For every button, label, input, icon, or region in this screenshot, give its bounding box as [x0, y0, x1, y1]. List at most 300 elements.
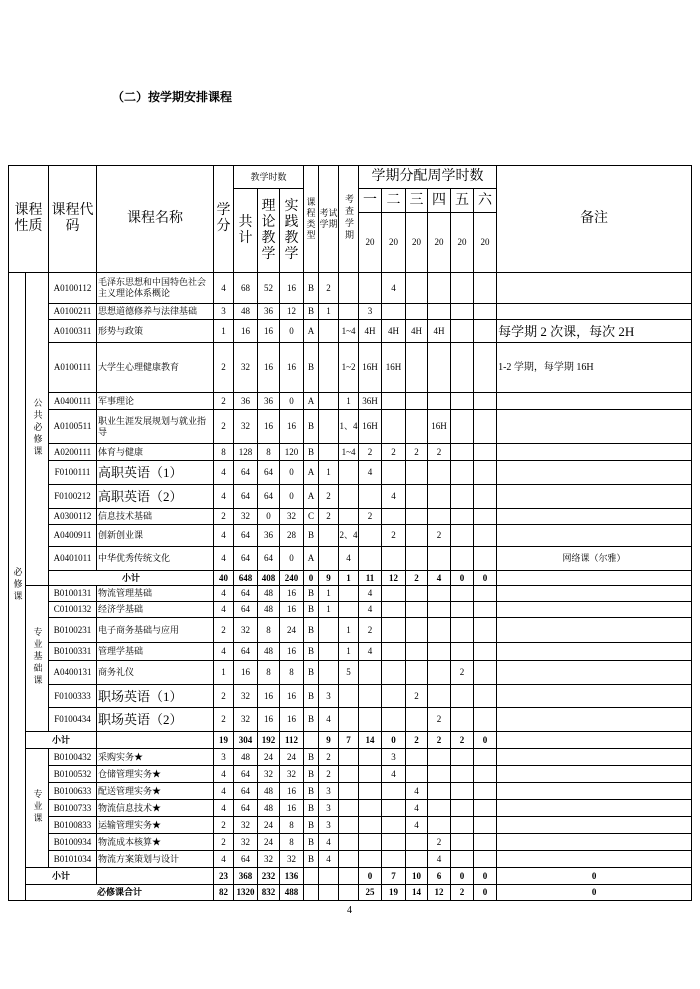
header-semester-weekly-hours: 学期分配周学时数 — [359, 166, 497, 189]
semester-5-hours — [451, 800, 474, 817]
semester-1-hours — [359, 685, 382, 708]
practice-hours-cell: 0 — [280, 547, 304, 571]
semester-5-hours — [451, 783, 474, 800]
course-type-cell: A — [304, 485, 319, 509]
practice-hours-cell: 120 — [280, 444, 304, 461]
grand-total-label: 必修课合计 — [26, 885, 214, 901]
semester-6-hours — [474, 485, 497, 509]
semester-2-hours — [382, 817, 406, 834]
semester-5-hours: 2 — [451, 732, 474, 749]
check-term-cell — [339, 304, 359, 320]
remark-cell: 0 — [497, 885, 692, 901]
semester-5-hours — [451, 547, 474, 571]
check-term-cell: 7 — [339, 732, 359, 749]
semester-3-hours — [406, 834, 428, 851]
exam-term-cell: 3 — [319, 685, 339, 708]
subtotal-row — [9, 571, 692, 586]
semester-3-hours — [406, 343, 428, 393]
course-row — [9, 817, 692, 834]
course-type-cell — [304, 885, 319, 901]
exam-term-cell — [319, 343, 339, 393]
theory-hours-cell: 192 — [258, 732, 280, 749]
semester-3-hours — [406, 304, 428, 320]
semester-1-hours — [359, 851, 382, 868]
total-hours-cell: 32 — [234, 618, 258, 643]
semester-4-hours — [428, 343, 451, 393]
check-term-cell — [339, 461, 359, 485]
semester-2-hours — [382, 643, 406, 661]
total-hours-cell: 64 — [234, 547, 258, 571]
practice-hours-cell: 16 — [280, 586, 304, 602]
semester-6-hours — [474, 766, 497, 783]
exam-term-cell: 1 — [319, 586, 339, 602]
course-row — [9, 485, 692, 509]
course-code: F0100333 — [49, 685, 97, 708]
theory-hours-cell: 16 — [258, 685, 280, 708]
semester-4-hours: 4H — [428, 320, 451, 343]
course-code: A0100211 — [49, 304, 97, 320]
header-credit: 学分 — [214, 166, 234, 273]
semester-2-hours: 7 — [382, 868, 406, 885]
header-course-code: 课程代码 — [49, 166, 97, 273]
exam-term-cell: 3 — [319, 817, 339, 834]
semester-3-hours: 14 — [406, 885, 428, 901]
check-term-cell — [339, 602, 359, 618]
semester-4-hours — [428, 618, 451, 643]
exam-term-cell — [319, 410, 339, 444]
semester-2-hours — [382, 851, 406, 868]
total-hours-cell: 64 — [234, 800, 258, 817]
header-weeks-3: 20 — [406, 213, 428, 273]
theory-hours-cell: 232 — [258, 868, 280, 885]
practice-hours-cell: 24 — [280, 749, 304, 766]
semester-5-hours — [451, 618, 474, 643]
header-total-hours: 共计 — [234, 189, 258, 273]
exam-term-cell: 2 — [319, 766, 339, 783]
semester-2-hours — [382, 618, 406, 643]
semester-3-hours: 4 — [406, 783, 428, 800]
semester-4-hours: 4 — [428, 851, 451, 868]
theory-hours-cell: 24 — [258, 834, 280, 851]
theory-hours-cell: 32 — [258, 766, 280, 783]
semester-6-hours — [474, 643, 497, 661]
course-name: 管理学基础 — [97, 643, 214, 661]
subcategory-label: 专业课 — [32, 788, 43, 825]
course-name: 物流信息技术★ — [97, 800, 214, 817]
subcategory-label: 专业基础课 — [32, 627, 43, 687]
course-row — [9, 461, 692, 485]
course-code: A0400911 — [49, 525, 97, 547]
semester-4-hours — [428, 509, 451, 525]
course-name: 体育与健康 — [97, 444, 214, 461]
credit-cell: 4 — [214, 273, 234, 304]
semester-5-hours — [451, 643, 474, 661]
semester-5-hours — [451, 444, 474, 461]
semester-5-hours — [451, 766, 474, 783]
total-hours-cell: 304 — [234, 732, 258, 749]
practice-hours-cell: 136 — [280, 868, 304, 885]
course-row — [9, 343, 692, 393]
course-name: 电子商务基础与应用 — [97, 618, 214, 643]
course-name: 物流方案策划与设计 — [97, 851, 214, 868]
course-code: A0300112 — [49, 509, 97, 525]
total-hours-cell: 68 — [234, 273, 258, 304]
semester-3-hours — [406, 410, 428, 444]
semester-2-hours: 16H — [382, 343, 406, 393]
semester-5-hours — [451, 485, 474, 509]
semester-1-hours: 3 — [359, 304, 382, 320]
semester-2-hours: 2 — [382, 525, 406, 547]
exam-term-cell — [319, 320, 339, 343]
semester-6-hours — [474, 834, 497, 851]
course-type-cell: B — [304, 685, 319, 708]
check-term-cell — [339, 834, 359, 851]
semester-4-hours — [428, 800, 451, 817]
subtotal-row — [9, 732, 692, 749]
semester-2-hours: 3 — [382, 749, 406, 766]
semester-1-hours: 4 — [359, 461, 382, 485]
theory-hours-cell: 64 — [258, 547, 280, 571]
credit-cell: 4 — [214, 586, 234, 602]
header-course-name: 课程名称 — [97, 166, 214, 273]
semester-4-hours — [428, 304, 451, 320]
exam-term-cell — [319, 643, 339, 661]
semester-4-hours: 12 — [428, 885, 451, 901]
table-header — [9, 166, 692, 273]
course-row — [9, 661, 692, 685]
semester-5-hours — [451, 304, 474, 320]
remark-cell: 1-2 学期，每学期 16H — [497, 343, 692, 393]
semester-6-hours — [474, 685, 497, 708]
header-row-1 — [9, 166, 692, 189]
theory-hours-cell: 16 — [258, 708, 280, 732]
header-semester-3: 三 — [406, 189, 428, 213]
check-term-cell: 1~4 — [339, 444, 359, 461]
remark-cell — [497, 485, 692, 509]
course-name: 军事理论 — [97, 393, 214, 410]
header-semester-5: 五 — [451, 189, 474, 213]
semester-6-hours — [474, 749, 497, 766]
course-code: B0100331 — [49, 643, 97, 661]
theory-hours-cell: 24 — [258, 749, 280, 766]
semester-6-hours — [474, 602, 497, 618]
header-weeks-5: 20 — [451, 213, 474, 273]
credit-cell: 2 — [214, 685, 234, 708]
course-name: 仓储管理实务★ — [97, 766, 214, 783]
semester-4-hours — [428, 461, 451, 485]
check-term-cell — [339, 485, 359, 509]
subcategory-cell — [26, 273, 49, 586]
course-type-cell: B — [304, 273, 319, 304]
credit-cell: 4 — [214, 851, 234, 868]
exam-term-cell: 4 — [319, 851, 339, 868]
course-code: A0400111 — [49, 393, 97, 410]
semester-5-hours: 2 — [451, 885, 474, 901]
total-hours-cell: 368 — [234, 868, 258, 885]
total-hours-cell: 64 — [234, 602, 258, 618]
header-course-type: 课程类型 — [304, 166, 319, 273]
subtotal-row — [9, 868, 692, 885]
total-hours-cell: 48 — [234, 749, 258, 766]
course-row — [9, 304, 692, 320]
course-row — [9, 586, 692, 602]
header-weeks-6: 20 — [474, 213, 497, 273]
exam-term-cell: 2 — [319, 273, 339, 304]
course-code: B0100833 — [49, 817, 97, 834]
semester-4-hours — [428, 817, 451, 834]
semester-4-hours — [428, 766, 451, 783]
total-hours-cell: 1320 — [234, 885, 258, 901]
semester-1-hours — [359, 708, 382, 732]
course-type-cell: A — [304, 393, 319, 410]
semester-1-hours: 16H — [359, 410, 382, 444]
practice-hours-cell: 240 — [280, 571, 304, 586]
semester-3-hours: 2 — [406, 732, 428, 749]
semester-6-hours — [474, 661, 497, 685]
semester-2-hours: 19 — [382, 885, 406, 901]
semester-1-hours — [359, 783, 382, 800]
header-weeks-4: 20 — [428, 213, 451, 273]
semester-5-hours — [451, 685, 474, 708]
semester-5-hours — [451, 343, 474, 393]
semester-6-hours — [474, 320, 497, 343]
remark-cell — [497, 525, 692, 547]
course-code: A0100112 — [49, 273, 97, 304]
check-term-cell — [339, 685, 359, 708]
theory-hours-cell: 48 — [258, 783, 280, 800]
semester-5-hours — [451, 509, 474, 525]
practice-hours-cell: 16 — [280, 783, 304, 800]
course-name: 商务礼仪 — [97, 661, 214, 685]
course-code: B0101034 — [49, 851, 97, 868]
course-code: B0100733 — [49, 800, 97, 817]
credit-cell: 2 — [214, 834, 234, 851]
course-code: C0100132 — [49, 602, 97, 618]
check-term-cell: 4 — [339, 547, 359, 571]
course-type-cell: B — [304, 783, 319, 800]
course-row — [9, 320, 692, 343]
exam-term-cell: 2 — [319, 485, 339, 509]
semester-5-hours — [451, 525, 474, 547]
course-code: B0100432 — [49, 749, 97, 766]
semester-6-hours — [474, 708, 497, 732]
remark-cell — [497, 749, 692, 766]
course-code: B0100131 — [49, 586, 97, 602]
course-row — [9, 851, 692, 868]
header-semester-6: 六 — [474, 189, 497, 213]
semester-6-hours — [474, 547, 497, 571]
total-hours-cell: 32 — [234, 343, 258, 393]
semester-1-hours — [359, 834, 382, 851]
semester-3-hours — [406, 643, 428, 661]
semester-2-hours — [382, 708, 406, 732]
subtotal-label: 小计 — [49, 571, 214, 586]
semester-5-hours — [451, 410, 474, 444]
total-hours-cell: 64 — [234, 851, 258, 868]
total-hours-cell: 64 — [234, 783, 258, 800]
check-term-cell — [339, 749, 359, 766]
semester-3-hours — [406, 586, 428, 602]
remark-cell — [497, 571, 692, 586]
course-type-cell: A — [304, 320, 319, 343]
total-hours-cell: 64 — [234, 525, 258, 547]
remark-cell — [497, 643, 692, 661]
semester-6-hours: 0 — [474, 885, 497, 901]
practice-hours-cell: 28 — [280, 525, 304, 547]
semester-2-hours: 2 — [382, 444, 406, 461]
credit-cell: 4 — [214, 766, 234, 783]
practice-hours-cell: 8 — [280, 817, 304, 834]
check-term-cell: 1 — [339, 618, 359, 643]
course-code: A0400131 — [49, 661, 97, 685]
total-hours-cell: 64 — [234, 485, 258, 509]
semester-6-hours: 0 — [474, 571, 497, 586]
remark-cell — [497, 461, 692, 485]
course-type-cell: B — [304, 661, 319, 685]
semester-2-hours: 12 — [382, 571, 406, 586]
semester-4-hours — [428, 602, 451, 618]
header-theory-hours: 理论教学 — [258, 189, 280, 273]
exam-term-cell: 2 — [319, 509, 339, 525]
course-row — [9, 708, 692, 732]
course-code: A0401011 — [49, 547, 97, 571]
total-hours-cell: 32 — [234, 685, 258, 708]
subcategory-cell — [26, 586, 49, 732]
check-term-cell: 1、4 — [339, 410, 359, 444]
course-row — [9, 393, 692, 410]
subtotal-label: 小计 — [26, 732, 97, 749]
course-name: 形势与政策 — [97, 320, 214, 343]
credit-cell: 2 — [214, 708, 234, 732]
practice-hours-cell: 16 — [280, 685, 304, 708]
check-term-cell — [339, 273, 359, 304]
subcategory-cell — [26, 749, 49, 868]
credit-cell: 8 — [214, 444, 234, 461]
semester-4-hours: 4 — [428, 571, 451, 586]
course-type-cell: B — [304, 851, 319, 868]
semester-5-hours — [451, 749, 474, 766]
course-name: 配送管理实务★ — [97, 783, 214, 800]
practice-hours-cell: 16 — [280, 800, 304, 817]
total-hours-cell: 32 — [234, 708, 258, 732]
semester-4-hours: 2 — [428, 444, 451, 461]
theory-hours-cell: 48 — [258, 800, 280, 817]
credit-cell: 4 — [214, 643, 234, 661]
table-body — [9, 273, 692, 901]
remark-cell — [497, 304, 692, 320]
course-name: 物流管理基础 — [97, 586, 214, 602]
course-code: F0100212 — [49, 485, 97, 509]
course-name: 物流成本核算★ — [97, 834, 214, 851]
credit-cell: 2 — [214, 343, 234, 393]
remark-cell — [497, 661, 692, 685]
theory-hours-cell: 8 — [258, 618, 280, 643]
semester-3-hours — [406, 525, 428, 547]
semester-1-hours: 4 — [359, 586, 382, 602]
exam-term-cell: 2 — [319, 749, 339, 766]
semester-6-hours — [474, 393, 497, 410]
remark-cell — [497, 851, 692, 868]
semester-2-hours — [382, 602, 406, 618]
theory-hours-cell: 24 — [258, 817, 280, 834]
semester-4-hours: 2 — [428, 834, 451, 851]
practice-hours-cell: 16 — [280, 410, 304, 444]
semester-1-hours: 2 — [359, 444, 382, 461]
credit-cell: 2 — [214, 393, 234, 410]
check-term-cell — [339, 885, 359, 901]
remark-cell — [497, 444, 692, 461]
exam-term-cell: 1 — [319, 304, 339, 320]
semester-6-hours — [474, 586, 497, 602]
semester-2-hours: 4 — [382, 485, 406, 509]
course-name: 经济学基础 — [97, 602, 214, 618]
theory-hours-cell: 64 — [258, 461, 280, 485]
check-term-cell: 5 — [339, 661, 359, 685]
semester-2-hours — [382, 461, 406, 485]
course-type-cell: B — [304, 602, 319, 618]
semester-3-hours — [406, 393, 428, 410]
remark-cell — [497, 393, 692, 410]
remark-cell — [497, 732, 692, 749]
remark-cell — [497, 708, 692, 732]
exam-term-cell — [319, 393, 339, 410]
credit-cell: 2 — [214, 509, 234, 525]
theory-hours-cell: 52 — [258, 273, 280, 304]
page-title: （二）按学期安排课程 — [112, 90, 233, 104]
semester-1-hours: 11 — [359, 571, 382, 586]
check-term-cell: 1~2 — [339, 343, 359, 393]
semester-4-hours: 2 — [428, 732, 451, 749]
credit-cell: 82 — [214, 885, 234, 901]
check-term-cell: 1 — [339, 643, 359, 661]
semester-4-hours: 2 — [428, 708, 451, 732]
semester-4-hours — [428, 643, 451, 661]
check-term-cell — [339, 868, 359, 885]
semester-6-hours: 0 — [474, 868, 497, 885]
practice-hours-cell: 32 — [280, 851, 304, 868]
semester-4-hours — [428, 685, 451, 708]
semester-1-hours — [359, 661, 382, 685]
course-type-cell: B — [304, 586, 319, 602]
total-hours-cell: 64 — [234, 586, 258, 602]
credit-cell: 4 — [214, 800, 234, 817]
semester-6-hours — [474, 618, 497, 643]
check-term-cell — [339, 509, 359, 525]
semester-3-hours: 2 — [406, 571, 428, 586]
course-row — [9, 783, 692, 800]
semester-2-hours: 4H — [382, 320, 406, 343]
course-row — [9, 602, 692, 618]
theory-hours-cell: 8 — [258, 661, 280, 685]
exam-term-cell — [319, 547, 339, 571]
course-type-cell: 0 — [304, 571, 319, 586]
credit-cell: 1 — [214, 661, 234, 685]
semester-4-hours — [428, 749, 451, 766]
credit-cell: 23 — [214, 868, 234, 885]
remark-cell: 网络课（尔雅） — [497, 547, 692, 571]
semester-5-hours — [451, 586, 474, 602]
semester-5-hours — [451, 273, 474, 304]
theory-hours-cell: 0 — [258, 509, 280, 525]
semester-2-hours — [382, 410, 406, 444]
semester-6-hours — [474, 444, 497, 461]
category-cell — [9, 273, 26, 901]
practice-hours-cell: 0 — [280, 320, 304, 343]
practice-hours-cell: 16 — [280, 273, 304, 304]
header-check-term — [339, 166, 359, 273]
total-hours-cell: 16 — [234, 320, 258, 343]
semester-6-hours — [474, 343, 497, 393]
